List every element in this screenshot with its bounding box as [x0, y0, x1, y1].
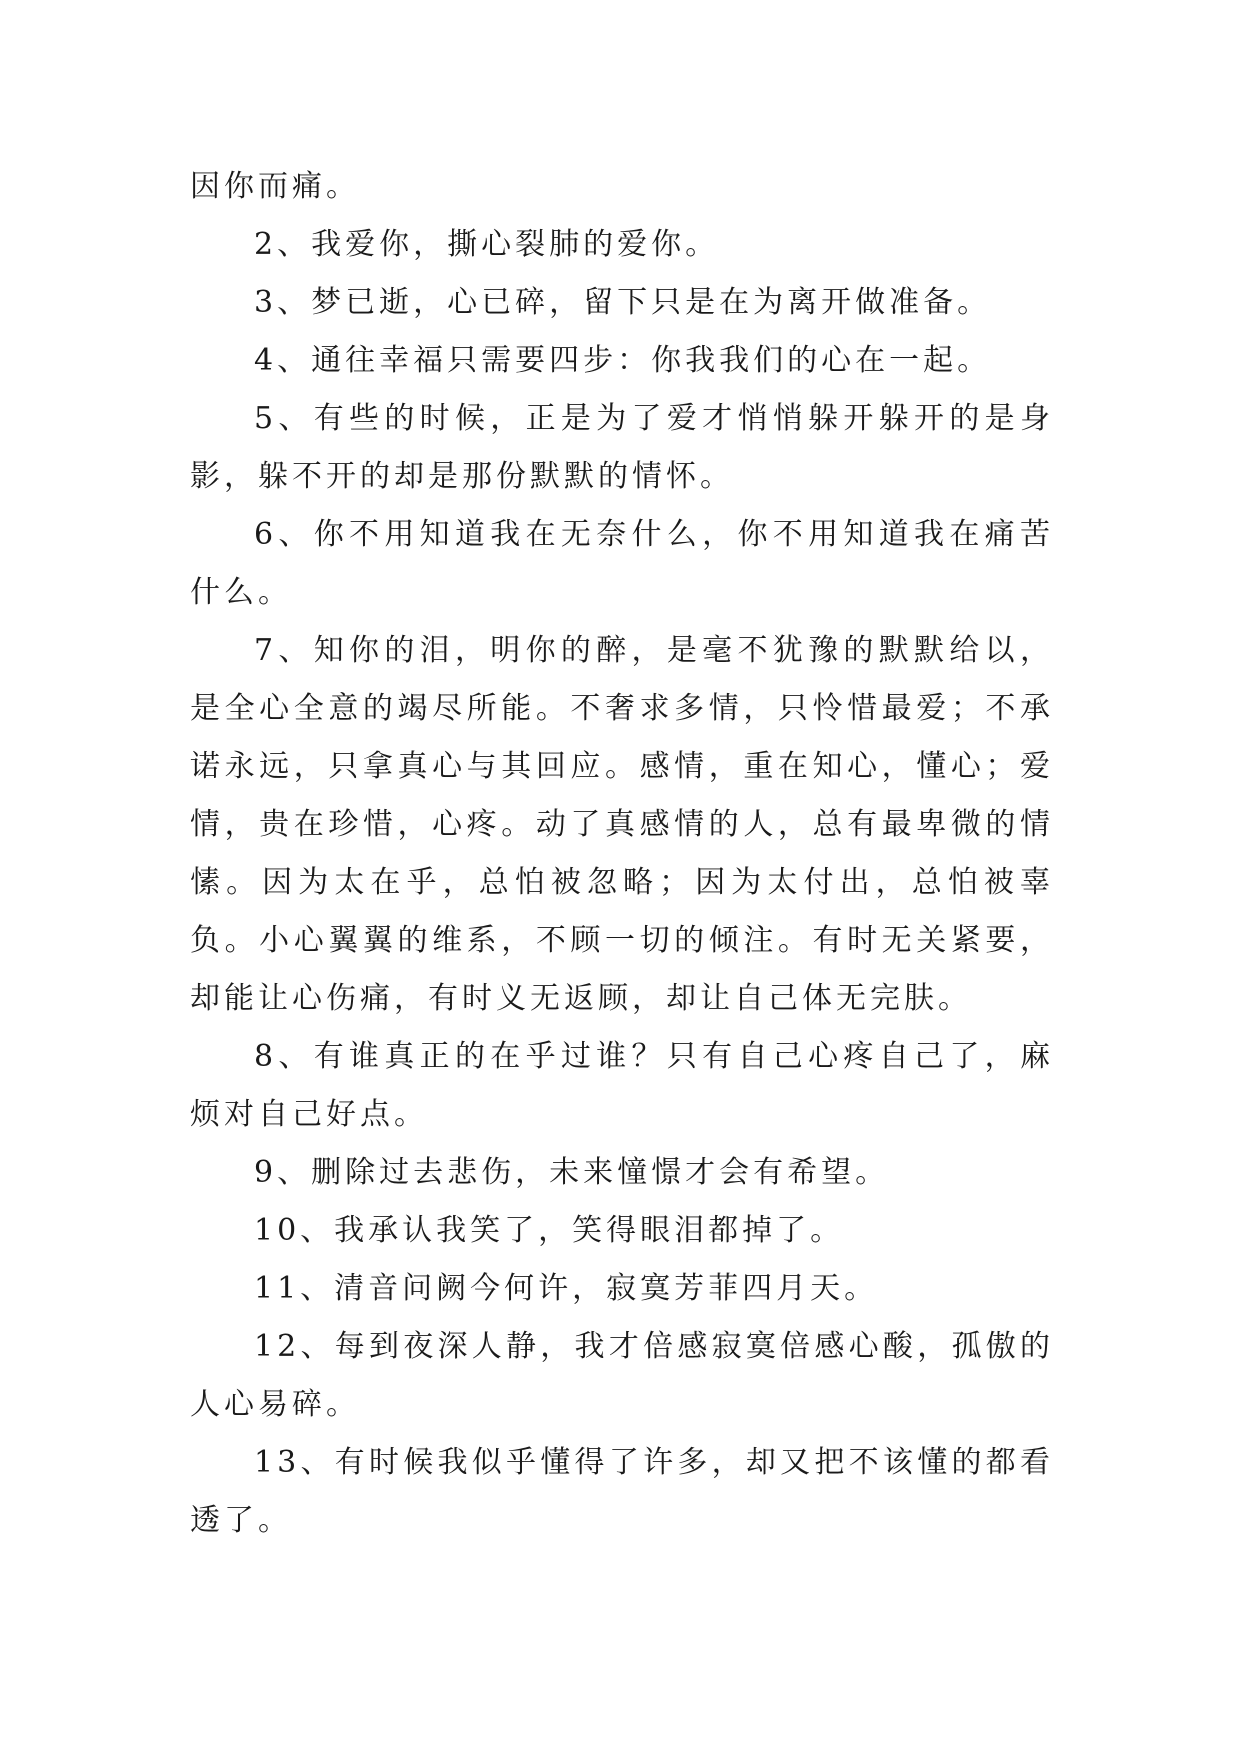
- paragraph-11: 12、每到夜深人静，我才倍感寂寞倍感心酸，孤傲的人心易碎。: [190, 1329, 1054, 1422]
- paragraph-5: 6、你不用知道我在无奈什么，你不用知道我在痛苦什么。: [190, 517, 1054, 610]
- document-body: [190, 158, 1054, 1550]
- paragraph-3: 4、通往幸福只需要四步：你我我们的心在一起。: [254, 343, 992, 378]
- paragraph-7: 8、有谁真正的在乎过谁？只有自己心疼自己了，麻烦对自己好点。: [190, 1039, 1054, 1132]
- paragraph-2: 3、梦已逝，心已碎，留下只是在为离开做准备。: [254, 285, 992, 320]
- paragraph-1: 2、我爱你，撕心裂肺的爱你。: [254, 227, 720, 262]
- paragraph-4: 5、有些的时候，正是为了爱才悄悄躲开躲开的是身影，躲不开的却是那份默默的情怀。: [190, 401, 1054, 494]
- paragraph-6: 7、知你的泪，明你的醉，是毫不犹豫的默默给以，是全心全意的竭尽所能。不奢求多情，只怜惜最爱；不承诺永远，只拿真心与其回应。感情，重在知心，懂心；爱情，贵在珍惜，心疼。动了真感情的人，总有最卑微的情愫。因为太在乎，总怕被忽略；因为太付出，总怕被辜负。小心翼翼的维系，不顾一切的倾注。有时无关紧要，却能让心伤痛，有时义无返顾，却让自己体无完肤。: [190, 633, 1054, 1016]
- paragraph-9: 10、我承认我笑了，笑得眼泪都掉了。: [254, 1213, 845, 1248]
- paragraph-0: 因你而痛。: [190, 169, 360, 204]
- paragraph-10: 11、清音问阙今何许，寂寞芳菲四月天。: [254, 1271, 879, 1306]
- paragraph-8: 9、删除过去悲伤，未来憧憬才会有希望。: [254, 1155, 890, 1190]
- paragraph-12: 13、有时候我似乎懂得了许多，却又把不该懂的都看透了。: [190, 1445, 1054, 1538]
